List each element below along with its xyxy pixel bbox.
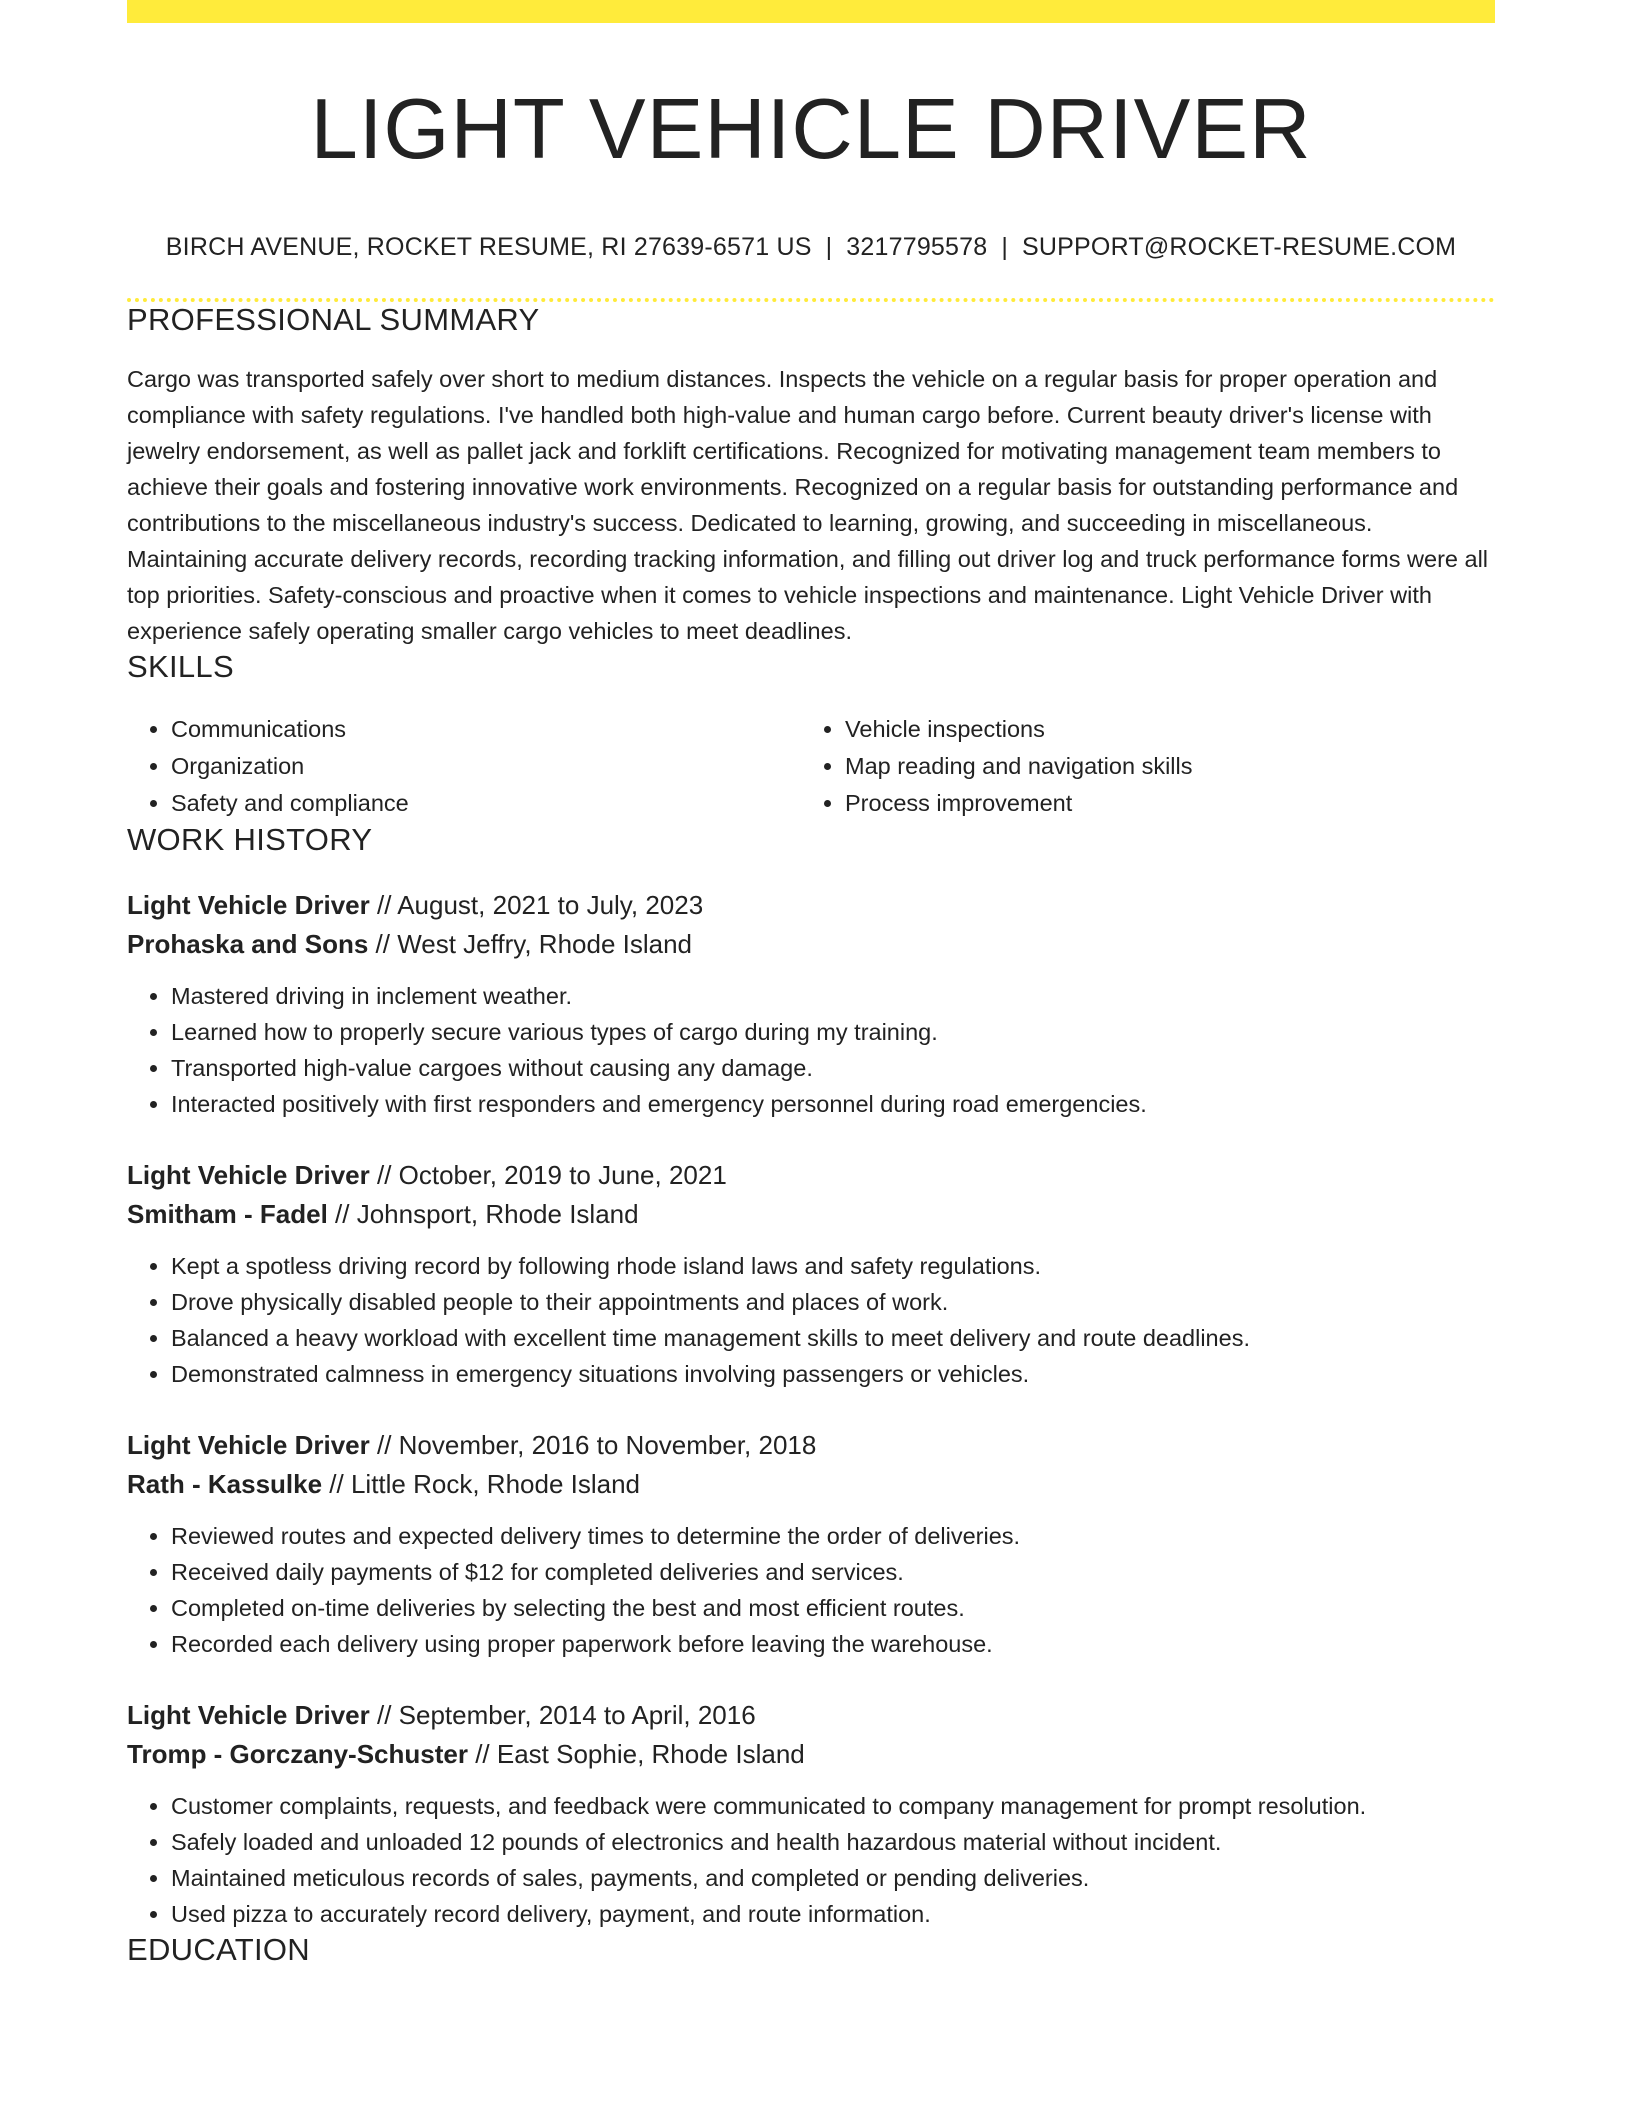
job-bullet: • Transported high-value cargoes without causing any damage. bbox=[171, 1050, 1495, 1086]
job-dates: // September, 2014 to April, 2016 bbox=[369, 1699, 756, 1730]
job-company: Prohaska and Sons bbox=[127, 928, 369, 959]
skill-item: • Safety and compliance bbox=[171, 785, 801, 822]
job-company-line bbox=[127, 925, 1495, 964]
job-bullet: • Completed on-time deliveries by selecting the best and most efficient routes. bbox=[171, 1590, 1495, 1626]
contact-separator: | bbox=[825, 232, 833, 261]
skills-list bbox=[127, 711, 1495, 822]
education-heading: EDUCATION bbox=[127, 1931, 310, 1967]
job-role: Light Vehicle Driver bbox=[127, 1699, 370, 1730]
job-dates: // August, 2021 to July, 2023 bbox=[369, 889, 704, 920]
job-company: Smitham - Fadel bbox=[127, 1198, 328, 1229]
job-title-line bbox=[127, 1156, 1495, 1195]
summary-text: Cargo was transported safely over short to medium distances. Inspects the vehicle on a regular basis for proper operation and compliance with safety regulations. I've handled both high-value and human cargo before. Current beauty driver's license with jewelry endorsement, as well as pallet jack and forklift certifications. Recognized for motivating management team members to achieve their goals and fostering innovative work environments. Recognized on a regular basis for outstanding performance and contributions to the miscellaneous industry's success. Dedicated to learning, growing, and succeeding in miscellaneous. Maintaining accurate delivery records, recording tracking information, and filling out driver log and truck performance forms were all top priorities. Safety-conscious and proactive when it comes to vehicle inspections and maintenance. Light Vehicle Driver with experience safely operating smaller cargo vehicles to meet deadlines. bbox=[127, 365, 1489, 644]
resume-page bbox=[127, 0, 1495, 1968]
contact-line bbox=[127, 233, 1495, 262]
job-bullet: • Reviewed routes and expected delivery times to determine the order of deliveries. bbox=[171, 1518, 1495, 1554]
job-role: Light Vehicle Driver bbox=[127, 889, 370, 920]
contact-separator: | bbox=[1001, 232, 1009, 261]
skills-column-right bbox=[801, 711, 1475, 822]
job-bullets bbox=[127, 1518, 1495, 1662]
summary-heading: PROFESSIONAL SUMMARY bbox=[127, 301, 540, 337]
job-title-line bbox=[127, 1426, 1495, 1465]
job-bullet: • Used pizza to accurately record delivery, payment, and route information. bbox=[171, 1896, 1495, 1932]
skill-item: • Process improvement bbox=[845, 785, 1475, 822]
job-location: // West Jeffry, Rhode Island bbox=[368, 928, 693, 959]
job-bullet: • Recorded each delivery using proper paperwork before leaving the warehouse. bbox=[171, 1626, 1495, 1662]
job-entry bbox=[127, 886, 1495, 1122]
job-bullet: • Received daily payments of $12 for completed deliveries and services. bbox=[171, 1554, 1495, 1590]
job-company-line bbox=[127, 1195, 1495, 1234]
job-entry bbox=[127, 1426, 1495, 1662]
job-bullet: • Interacted positively with first responders and emergency personnel during road emergencies. bbox=[171, 1086, 1495, 1122]
job-role: Light Vehicle Driver bbox=[127, 1429, 370, 1460]
job-bullets bbox=[127, 978, 1495, 1122]
skill-item: • Organization bbox=[171, 748, 801, 785]
accent-top-bar bbox=[127, 0, 1495, 23]
job-entry bbox=[127, 1156, 1495, 1392]
job-company: Tromp - Gorczany-Schuster bbox=[127, 1738, 468, 1769]
job-bullet: • Balanced a heavy workload with excellent time management skills to meet delivery and route deadlines. bbox=[171, 1320, 1495, 1356]
job-dates: // October, 2019 to June, 2021 bbox=[369, 1159, 727, 1190]
contact-address: BIRCH AVENUE, ROCKET RESUME, RI 27639-6571 US bbox=[165, 232, 812, 261]
job-bullet: • Drove physically disabled people to their appointments and places of work. bbox=[171, 1284, 1495, 1320]
job-company-line bbox=[127, 1465, 1495, 1504]
job-location: // Little Rock, Rhode Island bbox=[322, 1468, 641, 1499]
job-location: // Johnsport, Rhode Island bbox=[327, 1198, 639, 1229]
job-title-line bbox=[127, 1696, 1495, 1735]
skills-heading: SKILLS bbox=[127, 648, 234, 684]
job-company: Rath - Kassulke bbox=[127, 1468, 323, 1499]
job-bullet: • Maintained meticulous records of sales, payments, and completed or pending deliveries. bbox=[171, 1860, 1495, 1896]
job-bullet: • Safely loaded and unloaded 12 pounds of electronics and health hazardous material without incident. bbox=[171, 1824, 1495, 1860]
job-bullets bbox=[127, 1788, 1495, 1932]
job-bullet: • Customer complaints, requests, and feedback were communicated to company management for prompt resolution. bbox=[171, 1788, 1495, 1824]
job-company-line bbox=[127, 1735, 1495, 1774]
contact-email: SUPPORT@ROCKET-RESUME.COM bbox=[1022, 232, 1457, 261]
job-bullet: • Mastered driving in inclement weather. bbox=[171, 978, 1495, 1014]
work-history-heading: WORK HISTORY bbox=[127, 821, 373, 857]
job-bullet: • Demonstrated calmness in emergency situations involving passengers or vehicles. bbox=[171, 1356, 1495, 1392]
job-bullets bbox=[127, 1248, 1495, 1392]
job-location: // East Sophie, Rhode Island bbox=[467, 1738, 805, 1769]
skill-item: • Communications bbox=[171, 711, 801, 748]
skills-column-left bbox=[127, 711, 801, 822]
resume-name-title: LIGHT VEHICLE DRIVER bbox=[310, 82, 1312, 177]
skill-item: • Vehicle inspections bbox=[845, 711, 1475, 748]
job-title-line bbox=[127, 886, 1495, 925]
job-entry bbox=[127, 1696, 1495, 1932]
contact-phone: 3217795578 bbox=[846, 232, 988, 261]
job-bullet: • Learned how to properly secure various types of cargo during my training. bbox=[171, 1014, 1495, 1050]
job-role: Light Vehicle Driver bbox=[127, 1159, 370, 1190]
job-bullet: • Kept a spotless driving record by following rhode island laws and safety regulations. bbox=[171, 1248, 1495, 1284]
job-dates: // November, 2016 to November, 2018 bbox=[369, 1429, 817, 1460]
skill-item: • Map reading and navigation skills bbox=[845, 748, 1475, 785]
